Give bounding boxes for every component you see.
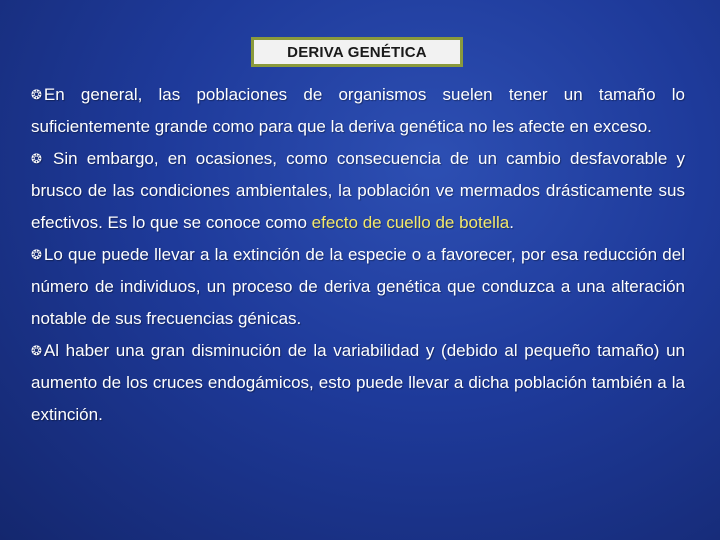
bullet-paragraph-3 [31, 239, 685, 335]
bullet-icon: ❂ [31, 247, 42, 262]
title-box [251, 37, 463, 67]
bullet-paragraph-4 [31, 335, 685, 431]
bullet-icon: ❂ [31, 151, 42, 166]
paragraph-text-end: . [509, 213, 514, 232]
paragraph-text: Sin embargo, en ocasiones, como consecuencia de un cambio desfavorable y brusco de las condiciones ambientales, la población ve mermados drásticamente sus efectivos. Es lo que se conoce como [31, 149, 685, 232]
bullet-icon: ❂ [31, 343, 42, 358]
paragraph-text: Al haber una gran disminución de la variabilidad y (debido al pequeño tamaño) un aumento de los cruces endogámicos, esto puede llevar a dicha población también a la extinción. [31, 341, 685, 424]
paragraph-text: En general, las poblaciones de organismos suelen tener un tamaño lo suficientemente grande como para que la deriva genética no les afecte en exceso. [31, 85, 685, 136]
highlighted-term: efecto de cuello de botella [311, 213, 510, 232]
slide-content [31, 79, 685, 431]
slide-title: DERIVA GENÉTICA [287, 43, 427, 61]
bullet-paragraph-1 [31, 79, 685, 143]
paragraph-text: Lo que puede llevar a la extinción de la especie o a favorecer, por esa reducción del número de individuos, un proceso de deriva genética que conduzca a una alteración notable de sus frecuencias génicas. [31, 245, 685, 328]
bullet-paragraph-2 [31, 143, 685, 239]
bullet-icon: ❂ [31, 87, 42, 102]
